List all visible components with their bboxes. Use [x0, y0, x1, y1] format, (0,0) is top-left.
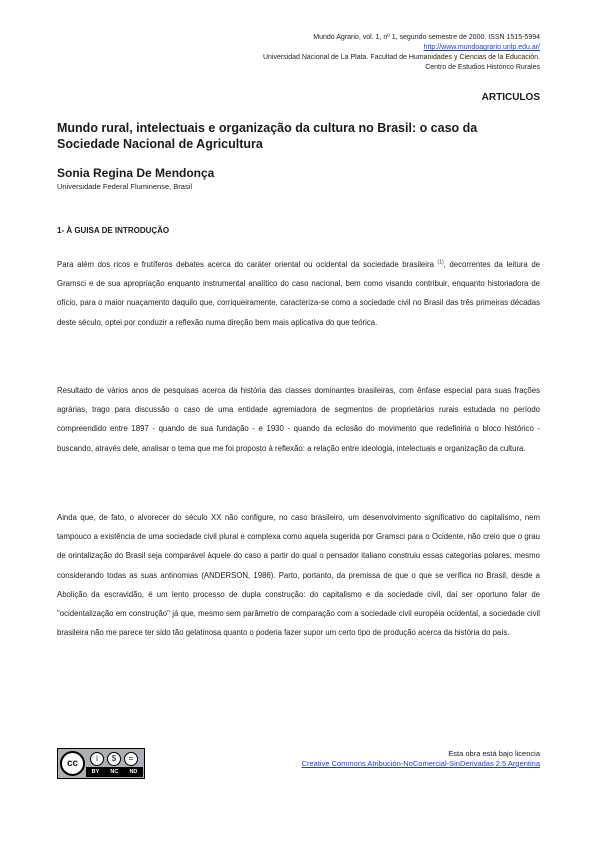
institution-line: Universidad Nacional de La Plata. Facultad de Humanidades y Ciencias de la Educación.: [262, 54, 540, 61]
journal-header: [120, 33, 540, 73]
author-affiliation: Universidade Federal Fluminense, Brasil: [57, 182, 193, 191]
noncommercial-icon: $: [107, 752, 121, 766]
attribution-icon: i: [90, 752, 104, 766]
noderivatives-icon: =: [124, 752, 138, 766]
journal-citation: Mundo Agrario, vol. 1, nº 1, segundo semestre de 2000. ISSN 1515-5994: [313, 34, 540, 41]
paragraph-1-end: , decorrentes da leitura de Gramsci e de sua apropriação enquanto instrumental analítico do caso nacional, bem como visando contribuir, enquanto historiadora de ofício, para o maior nuaçamento daquilo que, corriqueiramente, caracteriza-se como a sociedade civil no Brasil das três primeiras décadas deste século, optei por conduzir a reflexão numa direção bem mais aplicativa do que teórica.: [57, 260, 541, 327]
cc-terms-icons: [90, 752, 138, 766]
paragraph-3: Ainda que, de fato, o alvorecer do século XX não configure, no caso brasileiro, um desenvolvimento significativo do capitalismo, nem tampouco a existência de uma sociedade civil plural e complexa como aquela sugerida por Gramsci para o Ocidente, não creio que o grau de orintalização do Brasil seja comparável àquele do caso a partir do qual o pensador italiano construiu essas categorias polares, mesmo considerando todas as suas antinomias (ANDERSON, 1986). Parto, portanto, da premissa de que o que se verifica no Brasil, desde a Abolição da escravidão, é um lento processo de dupla construção: do capitalismo e da sociedade civil, daí ser oportuno falar de "ocidentalização em construção" já que, mesmo sem parâmetro de comparação com a sociedade civil européia ocidental, a sociedade civil brasileira não me parece ter sido tão gelatinosa quanto o poderia fazer supor um certo tipo de produção acerca da história do país.: [57, 513, 540, 638]
footnote-marker[interactable]: (1): [437, 259, 444, 266]
journal-url-link[interactable]: http://www.mundoagrario.unlp.edu.ar/: [423, 44, 540, 51]
paragraph-1-start: Para além dos ricos e frutíferos debates acerca do caráter oriental ou ocidental da sociedade brasileira: [57, 260, 438, 269]
license-text: Esta obra está bajo licencia: [448, 749, 540, 758]
section-heading: 1- À GUISA DE INTRODUÇÃO: [57, 226, 170, 235]
section-label: ARTICULOS: [481, 92, 540, 103]
center-line: Centro de Estudios Histórico Rurales: [425, 64, 540, 71]
cc-logo-icon: cc: [60, 751, 85, 776]
license-link[interactable]: Creative Commons Atribución-NoComercial-SinDerivadas 2.5 Argentina: [301, 759, 540, 768]
article-title: Mundo rural, intelectuais e organização da cultura no Brasil: o caso da Sociedade Nacional de Agricultura: [57, 121, 478, 151]
paragraph-1: [57, 255, 540, 332]
creative-commons-badge[interactable]: [57, 748, 145, 779]
term-nd: ND: [129, 769, 138, 775]
article-author: Sonia Regina De Mendonça: [57, 166, 215, 180]
term-by: BY: [91, 769, 100, 775]
term-nc: NC: [110, 769, 119, 775]
license-notice: [302, 749, 540, 769]
paragraph-2: Resultado de vários anos de pesquisas acerca da história das classes dominantes brasileiras, com ênfase especial para suas frações agrárias, trago para discussão o caso de uma entidade agremiadora de segmentos de proprietários rurais estudada no período compreendido entre 1897 - quando de sua fundação - e 1930 - quando da eclosão do movimento que redefiniria o bloco histórico - buscando, através dele, analisar o tema que me foi proposto à reflexão: a relação entre ideologia, intelectuais e organização da cultura.: [57, 386, 540, 453]
cc-terms-strip: [86, 767, 143, 777]
